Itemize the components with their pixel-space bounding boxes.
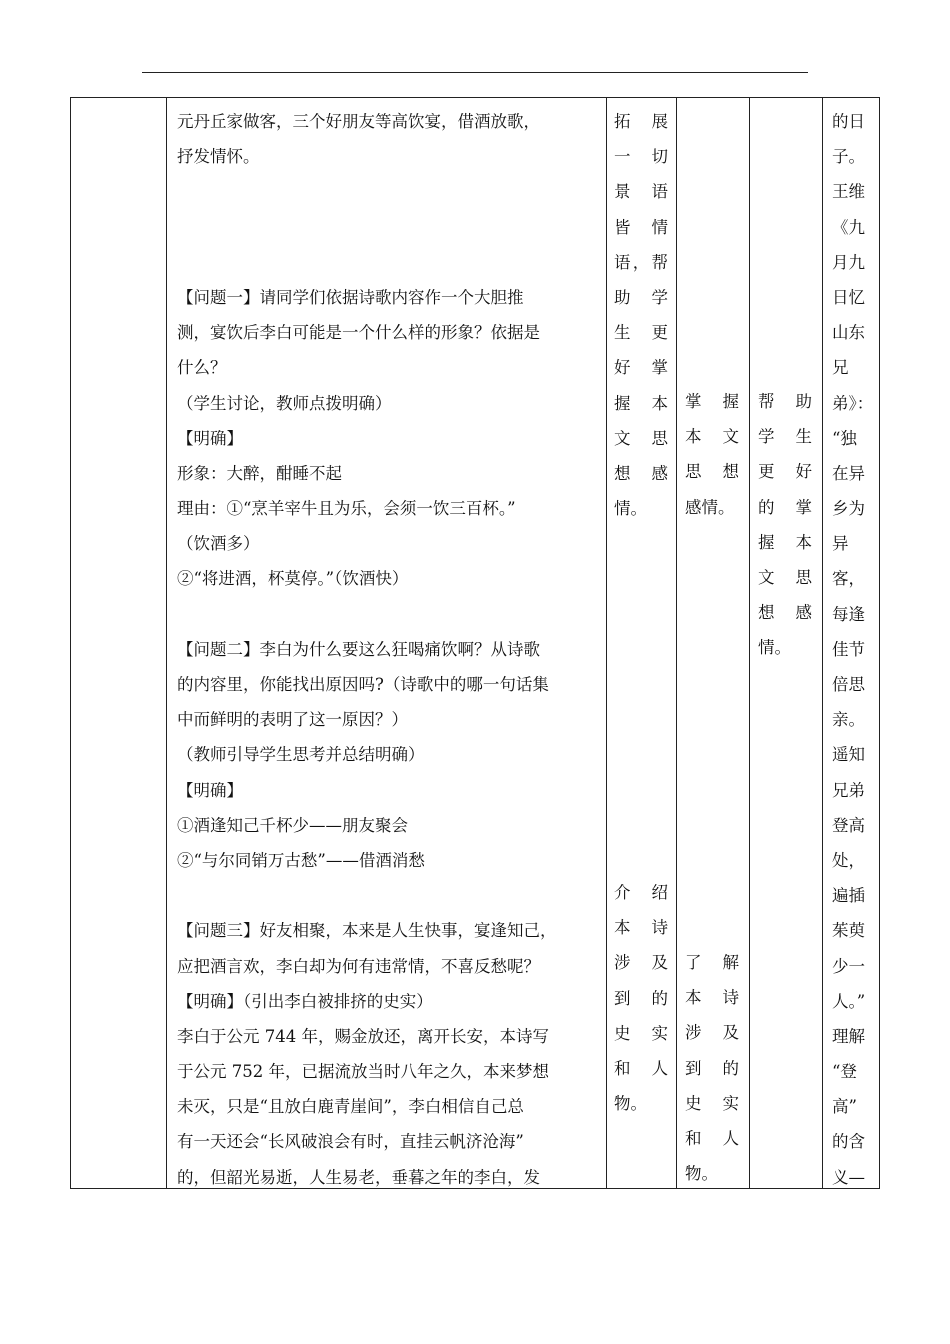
col-divider-right — [879, 97, 880, 1189]
text-line: 【问题三】好友相聚，本来是人生快事，宴逢知己， — [177, 921, 557, 941]
text-line: “登 — [832, 1062, 857, 1082]
text-line: 异 — [832, 534, 849, 554]
text-line: 好 掌 — [614, 358, 668, 378]
text-line — [177, 597, 605, 632]
purpose-column — [758, 384, 812, 666]
text-line: 拓 展 — [614, 112, 668, 131]
text-line: 的含 — [832, 1132, 865, 1152]
text-line: 涉 及 — [614, 953, 668, 973]
text-line: 李白于公元 744 年，赐金放还，离开长安，本诗写 — [177, 1026, 549, 1046]
text-line: 弟》： — [832, 393, 874, 413]
text-line: 登高 — [832, 815, 865, 835]
header-rule — [142, 72, 808, 73]
col-divider-4 — [749, 97, 750, 1189]
text-line: 想 感 — [758, 603, 812, 623]
text-line: 史 实 — [614, 1023, 668, 1043]
text-line: 在异 — [832, 463, 865, 483]
text-line: 的 掌 — [758, 497, 812, 517]
objective-column-bottom — [685, 945, 739, 1191]
text-line: 理解 — [832, 1026, 865, 1046]
text-line: 月九 — [832, 252, 865, 272]
text-line: 少一 — [832, 956, 865, 976]
text-line: 【问题二】李白为什么要这么狂喝痛饮啊？从诗歌 — [177, 639, 540, 659]
text-line: 的日 — [832, 112, 865, 131]
text-line: 理由：①“烹羊宰牛且为乐，会须一饮三百杯。” — [177, 499, 516, 519]
text-line: 的内容里，你能找出原因吗?（诗歌中的哪一句话集 — [177, 675, 549, 694]
text-line: 什么？ — [177, 358, 227, 378]
text-line: 掌 握 — [685, 392, 739, 411]
text-line: 每逢 — [832, 604, 865, 624]
text-line — [177, 245, 605, 280]
text-line: 情。 — [614, 499, 647, 519]
text-line: 遍插 — [832, 886, 865, 906]
text-line: 语，帮 — [614, 252, 668, 272]
text-line: 到 的 — [614, 988, 668, 1008]
text-line: ①酒逢知己千杯少——朋友聚会 — [177, 815, 408, 835]
design-intent-column-top — [614, 104, 668, 526]
text-line: 更 好 — [758, 462, 812, 482]
text-line: 乡为 — [832, 499, 865, 519]
text-line: 日忆 — [832, 287, 865, 307]
text-line: 文 思 — [758, 567, 812, 587]
objective-column-top — [685, 384, 739, 525]
text-line: 《九 — [832, 217, 865, 237]
design-intent-column-bottom — [614, 875, 668, 1121]
text-line: 子。 — [832, 147, 865, 167]
text-line: 本 诗 — [614, 918, 668, 938]
text-line: ②“与尔同销万古愁”——借酒消愁 — [177, 850, 425, 870]
text-line: 高” — [832, 1097, 857, 1117]
text-line: 本 诗 — [685, 988, 739, 1008]
text-line: 处， — [832, 850, 865, 870]
col-divider-1 — [166, 97, 167, 1189]
text-line: 情。 — [758, 638, 791, 658]
col-divider-3 — [676, 97, 677, 1189]
text-line: 本 文 — [685, 427, 739, 447]
text-line: 生 更 — [614, 323, 668, 343]
text-line: 形象：大醉，酣睡不起 — [177, 463, 342, 483]
text-line: （教师引导学生思考并总结明确） — [177, 745, 425, 765]
text-line: 义— — [832, 1167, 865, 1187]
text-line: 【明确】（引出李白被排挤的史实） — [177, 991, 433, 1011]
text-line: 握 本 — [614, 393, 668, 413]
text-line: 【明确】 — [177, 780, 243, 800]
teaching-process-column — [177, 104, 605, 1195]
text-line: 涉 及 — [685, 1023, 739, 1043]
col-divider-2 — [606, 97, 607, 1189]
text-line: 山东 — [832, 323, 865, 343]
text-line: 和 人 — [614, 1058, 668, 1078]
text-line: 佳节 — [832, 639, 865, 659]
text-line: 帮 助 — [758, 392, 812, 411]
text-line — [177, 210, 605, 245]
text-line: （饮酒多） — [177, 534, 260, 554]
text-line: 助 学 — [614, 287, 668, 307]
text-line: 有一天还会“长风破浪会有时，直挂云帆济沧海” — [177, 1132, 524, 1152]
text-line: 想 感 — [614, 463, 668, 483]
text-line: “独 — [832, 428, 857, 448]
text-line: 元丹丘家做客，三个好朋友等高饮宴，借酒放歌， — [177, 112, 540, 131]
text-line: 一 切 — [614, 147, 668, 167]
text-line: 学 生 — [758, 427, 812, 447]
text-line: 介 绍 — [614, 883, 668, 902]
notes-column — [832, 104, 872, 1195]
text-line: 皆 情 — [614, 217, 668, 237]
text-line: 感情。 — [685, 497, 735, 517]
text-line: 遥知 — [832, 745, 865, 765]
text-line: 抒发情怀。 — [177, 147, 260, 167]
text-line: 史 实 — [685, 1093, 739, 1113]
text-line — [177, 878, 605, 913]
col-divider-5 — [822, 97, 823, 1189]
text-line: 客， — [832, 569, 865, 589]
text-line: 文 思 — [614, 428, 668, 448]
text-line: 测，宴饮后李白可能是一个什么样的形象？依据是 — [177, 323, 540, 343]
text-line — [177, 174, 605, 209]
text-line: 亲。 — [832, 710, 865, 730]
text-line: 了 解 — [685, 953, 739, 972]
text-line: 应把酒言欢，李白却为何有违常情，不喜反愁呢？ — [177, 956, 540, 976]
text-line: 于公元 752 年，已据流放当时八年之久，本来梦想 — [177, 1062, 549, 1082]
text-line: 景 语 — [614, 182, 668, 202]
text-line: 中而鲜明的表明了这一原因？） — [177, 710, 408, 730]
text-line: 倍思 — [832, 675, 865, 694]
text-line: 兄弟 — [832, 780, 865, 800]
text-line: 握 本 — [758, 532, 812, 552]
text-line: 茱萸 — [832, 921, 865, 941]
col-divider-left — [70, 97, 71, 1189]
table-inner-top-rule — [70, 97, 880, 98]
text-line: 【明确】 — [177, 428, 243, 448]
text-line: 未灭，只是“且放白鹿青崖间”，李白相信自己总 — [177, 1097, 524, 1117]
text-line: 王维 — [832, 182, 865, 202]
text-line: 兄 — [832, 358, 849, 378]
text-line: 人。” — [832, 991, 866, 1011]
text-line: 的，但韶光易逝，人生易老，垂暮之年的李白，发 — [177, 1167, 540, 1187]
text-line: 物。 — [614, 1094, 647, 1114]
text-line: 和 人 — [685, 1128, 739, 1148]
text-line: 物。 — [685, 1164, 718, 1184]
text-line: 【问题一】请同学们依据诗歌内容作一个大胆推 — [177, 287, 524, 307]
text-line: ②“将进酒，杯莫停。”（饮酒快） — [177, 569, 409, 589]
text-line: （学生讨论，教师点拨明确） — [177, 393, 392, 413]
text-line: 思 想 — [685, 462, 739, 482]
text-line: 到 的 — [685, 1058, 739, 1078]
